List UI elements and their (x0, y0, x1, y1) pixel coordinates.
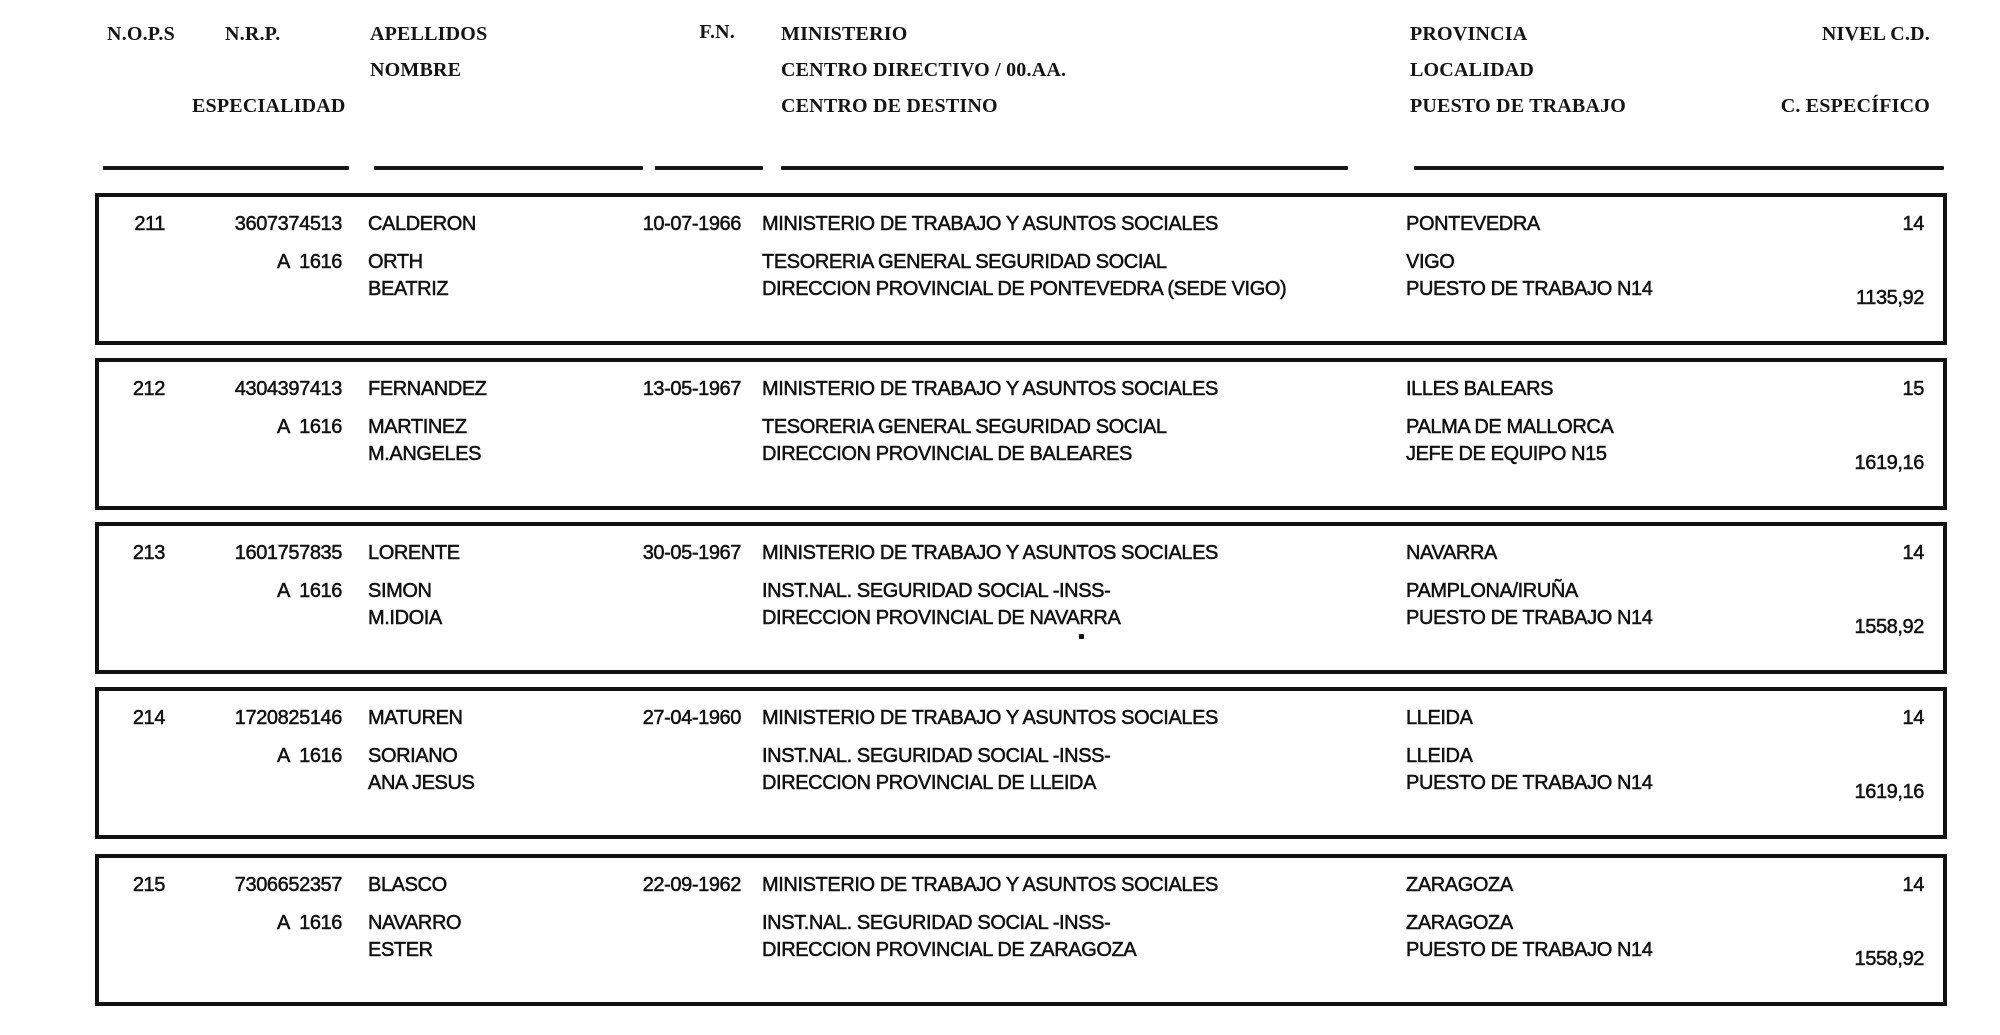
field-nivel: 14 (1902, 213, 1924, 235)
field-nrp: 3607374513 (234, 213, 342, 235)
field-nombre: BEATRIZ (368, 278, 449, 300)
field-especifico: 1619,16 (1854, 452, 1924, 474)
field-nrp: 4304397413 (234, 378, 342, 400)
field-ministerio: MINISTERIO DE TRABAJO Y ASUNTOS SOCIALES (762, 378, 1218, 400)
field-nops: 214 (132, 707, 165, 729)
field-ministerio: MINISTERIO DE TRABAJO Y ASUNTOS SOCIALES (762, 874, 1218, 896)
field-centro-destino: DIRECCION PROVINCIAL DE PONTEVEDRA (SEDE VIGO) (762, 278, 1287, 300)
field-nivel: 14 (1902, 874, 1924, 896)
field-puesto: PUESTO DE TRABAJO N14 (1406, 772, 1653, 794)
field-especifico: 1135,92 (1855, 287, 1924, 309)
field-nrp: 7306652357 (234, 874, 342, 896)
column-label-fn: F.N. (699, 21, 735, 43)
field-fn: 22-09-1962 (642, 874, 741, 896)
column-label-especialidad: ESPECIALIDAD (192, 95, 346, 117)
field-apellido1: FERNANDEZ (368, 378, 487, 400)
field-centro-destino: DIRECCION PROVINCIAL DE BALEARES (762, 443, 1132, 465)
record-box (95, 854, 1947, 1006)
field-apellido1: BLASCO (368, 874, 447, 896)
record-box (95, 193, 1947, 345)
column-label-puesto: PUESTO DE TRABAJO (1410, 95, 1627, 117)
field-ministerio: MINISTERIO DE TRABAJO Y ASUNTOS SOCIALES (762, 707, 1218, 729)
column-label-nops: N.O.P.S (107, 23, 175, 45)
field-centro-directivo: INST.NAL. SEGURIDAD SOCIAL -INSS- (762, 912, 1111, 934)
header-underline-fn (655, 166, 763, 170)
record-box (95, 358, 1947, 510)
field-centro-destino: DIRECCION PROVINCIAL DE ZARAGOZA (762, 939, 1137, 961)
field-apellido2: ORTH (368, 251, 423, 273)
field-centro-directivo: INST.NAL. SEGURIDAD SOCIAL -INSS- (762, 745, 1111, 767)
field-centro-directivo: TESORERIA GENERAL SEGURIDAD SOCIAL (762, 416, 1167, 438)
column-label-localidad: LOCALIDAD (1410, 59, 1535, 81)
field-nrp: 1720825146 (234, 707, 342, 729)
field-especialidad: A 1616 (276, 745, 342, 767)
field-especifico: 1558,92 (1854, 616, 1924, 638)
field-nombre: M.IDOIA (368, 607, 442, 629)
column-label-centro-directivo: CENTRO DIRECTIVO / 00.AA. (781, 59, 1067, 81)
column-label-nivel: NIVEL C.D. (1821, 23, 1930, 45)
field-nops: 211 (134, 213, 165, 235)
field-apellido1: CALDERON (368, 213, 476, 235)
field-nops: 213 (132, 542, 165, 564)
scan-artifact-dot (1079, 634, 1084, 639)
field-localidad: LLEIDA (1406, 745, 1473, 767)
field-centro-directivo: INST.NAL. SEGURIDAD SOCIAL -INSS- (762, 580, 1111, 602)
field-fn: 30-05-1967 (642, 542, 741, 564)
field-nombre: ANA JESUS (368, 772, 475, 794)
header-underline-provincia (1414, 166, 1944, 170)
field-provincia: ILLES BALEARS (1406, 378, 1554, 400)
column-label-especifico: C. ESPECÍFICO (1780, 95, 1930, 117)
field-especialidad: A 1616 (276, 251, 342, 273)
column-label-nrp: N.R.P. (225, 23, 281, 45)
field-provincia: ZARAGOZA (1406, 874, 1513, 896)
column-label-ministerio: MINISTERIO (781, 23, 908, 45)
field-provincia: LLEIDA (1406, 707, 1473, 729)
column-label-nombre: NOMBRE (370, 59, 462, 81)
field-localidad: VIGO (1406, 251, 1455, 273)
field-apellido2: SIMON (368, 580, 432, 602)
field-especialidad: A 1616 (276, 416, 342, 438)
field-puesto: PUESTO DE TRABAJO N14 (1406, 607, 1653, 629)
field-puesto: JEFE DE EQUIPO N15 (1406, 443, 1607, 465)
field-ministerio: MINISTERIO DE TRABAJO Y ASUNTOS SOCIALES (762, 213, 1218, 235)
field-nops: 215 (132, 874, 165, 896)
field-ministerio: MINISTERIO DE TRABAJO Y ASUNTOS SOCIALES (762, 542, 1218, 564)
column-label-apellidos: APELLIDOS (370, 23, 488, 45)
field-fn: 13-05-1967 (642, 378, 741, 400)
record-box (95, 522, 1947, 674)
field-provincia: PONTEVEDRA (1406, 213, 1540, 235)
field-nombre: M.ANGELES (368, 443, 482, 465)
field-especialidad: A 1616 (276, 912, 342, 934)
header-underline-apellidos (374, 166, 643, 170)
field-puesto: PUESTO DE TRABAJO N14 (1406, 278, 1653, 300)
field-provincia: NAVARRA (1406, 542, 1497, 564)
field-nops: 212 (132, 378, 165, 400)
field-apellido2: SORIANO (368, 745, 458, 767)
field-fn: 27-04-1960 (642, 707, 741, 729)
header-underline-left-group (103, 166, 349, 170)
column-label-centro-destino: CENTRO DE DESTINO (781, 95, 998, 117)
field-nivel: 15 (1902, 378, 1924, 400)
field-especifico: 1619,16 (1854, 781, 1924, 803)
field-apellido2: MARTINEZ (368, 416, 467, 438)
field-localidad: PAMPLONA/IRUÑA (1406, 580, 1578, 602)
field-nrp: 1601757835 (234, 542, 342, 564)
field-especifico: 1558,92 (1854, 948, 1924, 970)
field-centro-destino: DIRECCION PROVINCIAL DE NAVARRA (762, 607, 1121, 629)
field-apellido1: LORENTE (368, 542, 460, 564)
field-nombre: ESTER (368, 939, 433, 961)
field-localidad: ZARAGOZA (1406, 912, 1513, 934)
field-apellido2: NAVARRO (368, 912, 462, 934)
header-underline-ministerio (781, 166, 1348, 170)
field-centro-destino: DIRECCION PROVINCIAL DE LLEIDA (762, 772, 1097, 794)
field-nivel: 14 (1902, 707, 1924, 729)
field-apellido1: MATUREN (368, 707, 463, 729)
column-label-provincia: PROVINCIA (1410, 23, 1528, 45)
field-nivel: 14 (1902, 542, 1924, 564)
field-puesto: PUESTO DE TRABAJO N14 (1406, 939, 1653, 961)
field-localidad: PALMA DE MALLORCA (1406, 416, 1614, 438)
record-box (95, 687, 1947, 839)
field-especialidad: A 1616 (276, 580, 342, 602)
field-fn: 10-07-1966 (642, 213, 741, 235)
field-centro-directivo: TESORERIA GENERAL SEGURIDAD SOCIAL (762, 251, 1167, 273)
